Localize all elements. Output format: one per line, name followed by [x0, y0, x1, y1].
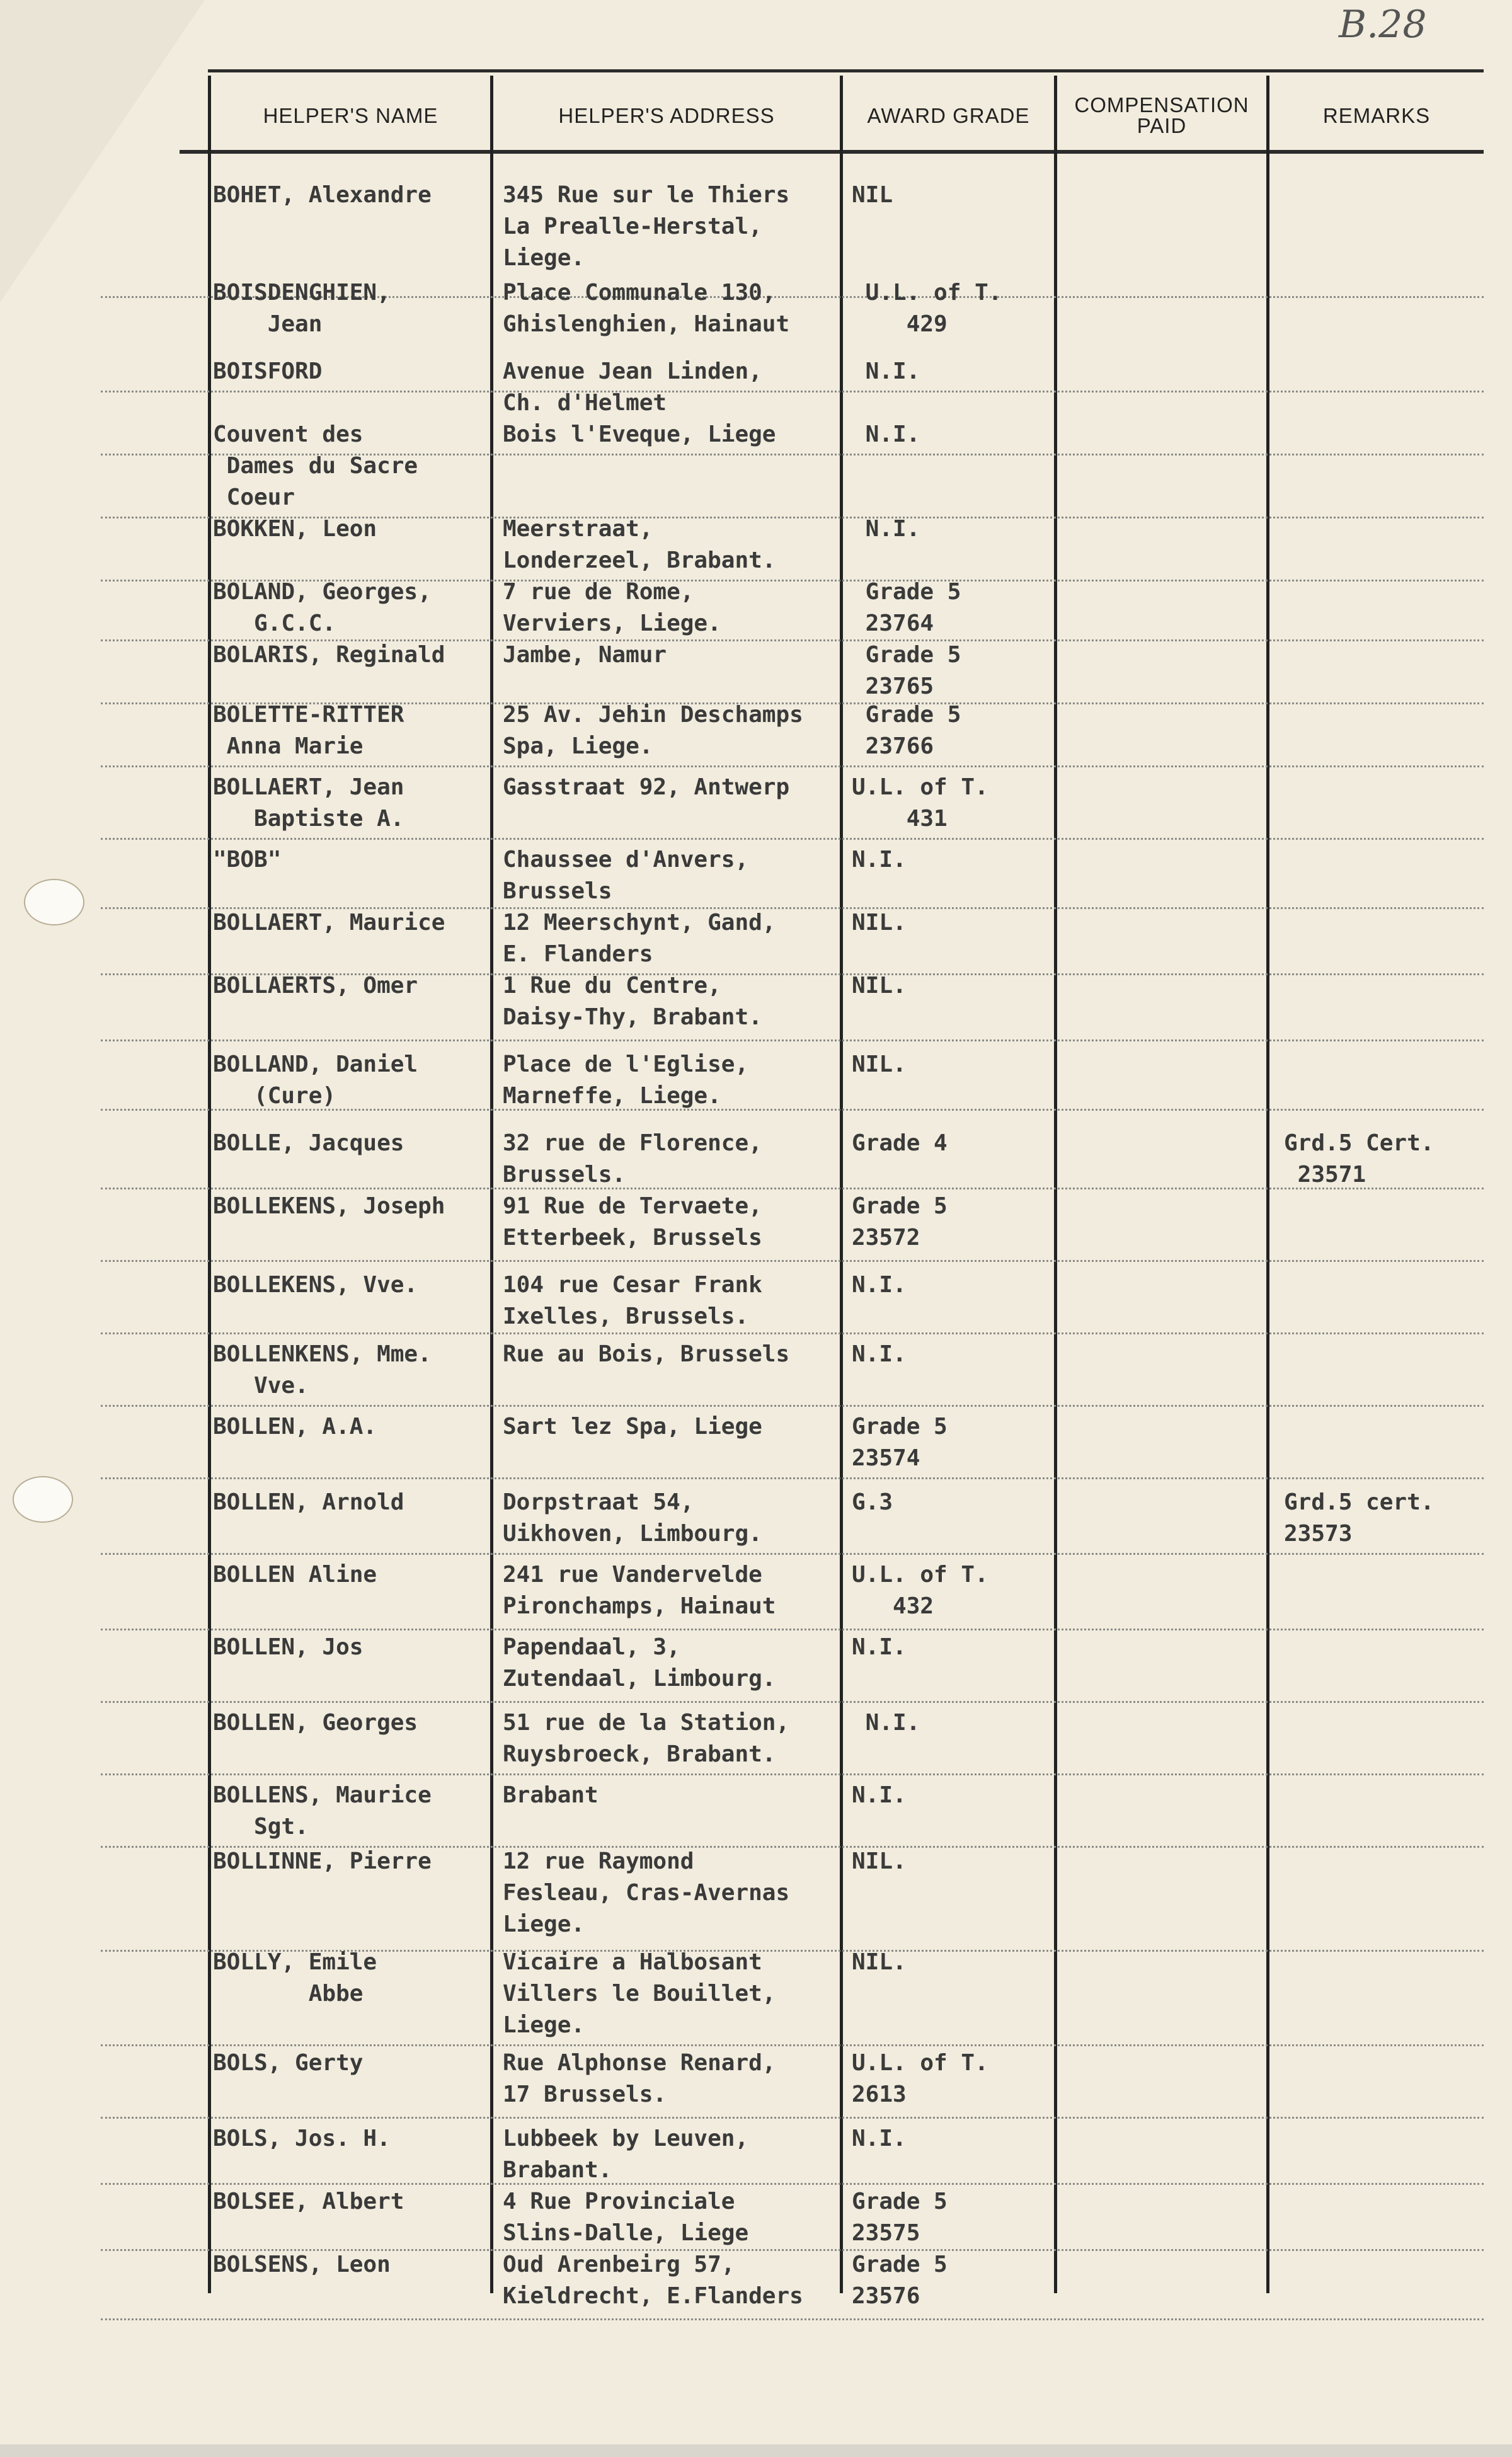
cell-name: BOLETTE-RITTER Anna Marie [213, 702, 404, 759]
cell-address: Avenue Jean Linden, Ch. d'Helmet [503, 358, 762, 416]
cell-award: N.I. [852, 1341, 907, 1367]
column-divider-3 [840, 76, 843, 2293]
cell-award: N.I. [852, 1634, 907, 1660]
row-dotted-rule [101, 391, 1484, 392]
cell-address: 12 Meerschynt, Gand, E. Flanders [503, 910, 776, 967]
cell-award: U.L. of T. 432 [852, 1562, 988, 1619]
reference-number: B.28 [1339, 3, 1427, 47]
cell-remarks: Grd.5 Cert. 23571 [1284, 1130, 1435, 1188]
header-helpers-name: HELPER'S NAME [263, 103, 438, 127]
cell-name: BOLS, Gerty [213, 2050, 364, 2076]
folded-corner [0, 0, 205, 302]
cell-address: Vicaire a Halbosant Villers le Bouillet, Liege. [503, 1949, 776, 2038]
cell-award: N.I. [852, 1782, 907, 1808]
header-remarks: REMARKS [1322, 103, 1431, 127]
column-divider-1 [208, 76, 211, 2293]
header-helpers-address: HELPER'S ADDRESS [558, 103, 775, 127]
punch-hole-top [24, 879, 84, 925]
header-compensation-line1: COMPENSATION [1074, 93, 1249, 117]
cell-award: G.3 [852, 1489, 893, 1515]
cell-name: BOLLEKENS, Joseph [213, 1193, 445, 1219]
cell-address: Bois l'Eveque, Liege [503, 421, 776, 447]
cell-award: NIL [852, 182, 893, 208]
cell-address: Meerstraat, Londerzeel, Brabant. [503, 516, 776, 573]
cell-award: NIL. [852, 1848, 907, 1874]
cell-address: 12 rue Raymond Fesleau, Cras-Avernas Liege. [503, 1848, 790, 1937]
cell-award: NIL. [852, 1051, 907, 1077]
cell-name: BOLLE, Jacques [213, 1130, 404, 1156]
cell-name: BOKKEN, Leon [213, 516, 377, 542]
cell-name: Couvent des Dames du Sacre Coeur [213, 421, 418, 510]
cell-address: Gasstraat 92, Antwerp [503, 774, 790, 800]
cell-name: BOLLEKENS, Vve. [213, 1272, 418, 1298]
cell-name: BOLLEN, Arnold [213, 1489, 404, 1515]
row-dotted-rule [101, 1405, 1484, 1407]
cell-address: Place de l'Eglise, Marneffe, Liege. [503, 1051, 749, 1109]
column-divider-5 [1266, 76, 1269, 2293]
cell-name: BOLLAERTS, Omer [213, 973, 418, 999]
cell-address: Brabant [503, 1782, 598, 1808]
cell-name: BOLLY, Emile Abbe [213, 1949, 377, 2007]
cell-name: BOLSENS, Leon [213, 2252, 391, 2277]
cell-address: Rue Alphonse Renard, 17 Brussels. [503, 2050, 776, 2107]
cell-award: N.I. [852, 1710, 920, 1736]
row-dotted-rule [101, 1332, 1484, 1334]
cell-address: Jambe, Namur [503, 642, 667, 668]
cell-address: 32 rue de Florence, Brussels. [503, 1130, 762, 1188]
cell-award: N.I. [852, 2126, 907, 2151]
cell-address: 241 rue Vandervelde Pironchamps, Hainaut [503, 1562, 776, 1619]
row-dotted-rule [101, 1040, 1484, 1041]
cell-award: U.L. of T. 2613 [852, 2050, 988, 2107]
cell-address: 7 rue de Rome, Verviers, Liege. [503, 579, 721, 636]
cell-name: BOLLENS, Maurice Sgt. [213, 1782, 432, 1840]
row-dotted-rule [101, 1553, 1484, 1555]
cell-address: Rue au Bois, Brussels [503, 1341, 790, 1367]
cell-award: Grade 4 [852, 1130, 948, 1156]
cell-award: NIL. [852, 973, 907, 999]
cell-name: "BOB" [213, 847, 282, 873]
cell-address: Dorpstraat 54, Uikhoven, Limbourg. [503, 1489, 762, 1547]
cell-name: BOLLAERT, Jean Baptiste A. [213, 774, 404, 832]
cell-address: 1 Rue du Centre, Daisy-Thy, Brabant. [503, 973, 762, 1030]
cell-name: BOLS, Jos. H. [213, 2126, 391, 2151]
row-dotted-rule [101, 1629, 1484, 1630]
cell-award: U.L. of T. 431 [852, 774, 988, 832]
cell-award: Grade 5 23575 [852, 2189, 948, 2246]
row-dotted-rule [101, 1773, 1484, 1775]
cell-name: BOLARIS, Reginald [213, 642, 445, 668]
cell-address: 51 rue de la Station, Ruysbroeck, Brabant. [503, 1710, 790, 1767]
row-dotted-rule [101, 1260, 1484, 1262]
row-dotted-rule [101, 2117, 1484, 2119]
cell-address: 4 Rue Provinciale Slins-Dalle, Liege [503, 2189, 749, 2246]
cell-remarks: Grd.5 cert. 23573 [1284, 1489, 1435, 1547]
row-dotted-rule [101, 1701, 1484, 1703]
cell-award: N.I. [852, 1272, 907, 1298]
cell-name: BOLLAERT, Maurice [213, 910, 445, 936]
cell-name: BOISDENGHIEN, Jean [213, 280, 391, 337]
row-dotted-rule [101, 2318, 1484, 2320]
cell-name: BOLLEN, Georges [213, 1710, 418, 1736]
table-top-rule [208, 69, 1484, 72]
cell-name: BOLLAND, Daniel (Cure) [213, 1051, 418, 1109]
row-dotted-rule [101, 1188, 1484, 1189]
cell-award: NIL. [852, 910, 907, 936]
row-dotted-rule [101, 2044, 1484, 2046]
row-dotted-rule [101, 1477, 1484, 1479]
cell-award: N.I. [852, 847, 907, 873]
cell-award: U.L. of T. 429 [865, 280, 1002, 337]
cell-award: Grade 5 23574 [852, 1414, 948, 1471]
cell-address: 25 Av. Jehin Deschamps Spa, Liege. [503, 702, 803, 759]
cell-award: N.I. [852, 516, 920, 542]
cell-name: BOLLENKENS, Mme. Vve. [213, 1341, 432, 1399]
header-award-grade: AWARD GRADE [867, 103, 1030, 127]
header-compensation-line2: PAID [1137, 114, 1187, 137]
cell-award: Grade 5 23764 [865, 579, 961, 636]
cell-name: BOLLEN, A.A. [213, 1414, 377, 1440]
header-compensation-paid [1057, 87, 1266, 144]
row-dotted-rule [101, 2183, 1484, 2185]
cell-address: 104 rue Cesar Frank Ixelles, Brussels. [503, 1272, 762, 1329]
cell-award: N.I. [852, 358, 920, 384]
column-divider-2 [490, 76, 493, 2293]
cell-name: BOISFORD [213, 358, 323, 384]
column-divider-4 [1054, 76, 1057, 2293]
header-bottom-rule [180, 150, 1484, 154]
cell-address: Lubbeek by Leuven, Brabant. [503, 2126, 749, 2183]
cell-award: Grade 5 23576 [852, 2252, 948, 2309]
cell-name: BOLLINNE, Pierre [213, 1848, 432, 1874]
cell-address: Sart lez Spa, Liege [503, 1414, 762, 1440]
cell-name: BOLLEN, Jos [213, 1634, 364, 1660]
cell-address: Place Communale 130, Ghislenghien, Hainaut [503, 280, 790, 337]
cell-award: NIL. [852, 1949, 907, 1975]
cell-award: Grade 5 23572 [852, 1193, 948, 1251]
row-dotted-rule [101, 765, 1484, 767]
cell-award: Grade 5 23766 [865, 702, 961, 759]
cell-address: Papendaal, 3, Zutendaal, Limbourg. [503, 1634, 776, 1692]
punch-hole-bottom [13, 1476, 73, 1523]
cell-award: Grade 5 23765 [865, 642, 961, 699]
row-dotted-rule [101, 838, 1484, 840]
cell-award: N.I. [852, 421, 920, 447]
cell-name: BOLLEN Aline [213, 1562, 377, 1588]
cell-address: Chaussee d'Anvers, Brussels [503, 847, 749, 904]
cell-name: BOHET, Alexandre [213, 182, 432, 208]
cell-address: Oud Arenbeirg 57, Kieldrecht, E.Flanders [503, 2252, 803, 2309]
cell-name: BOLAND, Georges, G.C.C. [213, 579, 432, 636]
cell-address: 345 Rue sur le Thiers La Prealle-Herstal, Liege. [503, 182, 790, 271]
cell-name: BOLSEE, Albert [213, 2189, 404, 2214]
cell-address: 91 Rue de Tervaete, Etterbeek, Brussels [503, 1193, 762, 1251]
